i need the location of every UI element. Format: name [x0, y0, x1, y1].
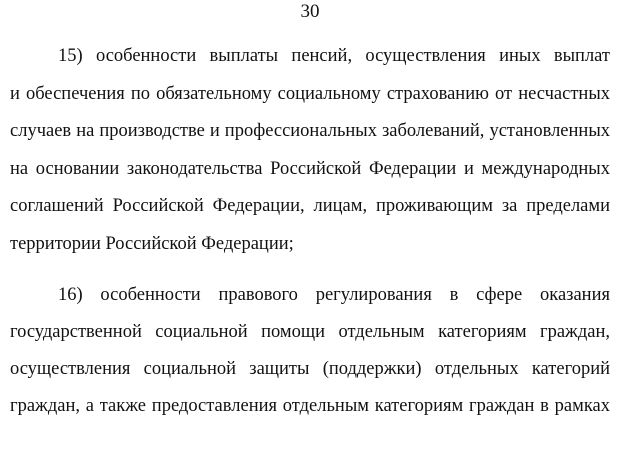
paragraph-line: граждан, а также предоставления отдельным категориям граждан в рамках: [10, 396, 610, 416]
paragraph-line: на основании законодательства Российской Федерации и международных: [10, 159, 610, 179]
paragraph-line: и обеспечения по обязательному социальному страхованию от несчастных: [10, 84, 610, 104]
paragraph-line: 16) особенности правового регулирования в сфере оказания: [58, 285, 610, 305]
paragraph-line: территории Российской Федерации;: [10, 234, 294, 254]
page-number: 30: [300, 1, 320, 22]
paragraph-line: осуществления социальной защиты (поддержки) отдельных категорий: [10, 359, 610, 379]
paragraph-line: государственной социальной помощи отдельным категориям граждан,: [10, 322, 610, 342]
paragraph-line: 15) особенности выплаты пенсий, осуществления иных выплат: [58, 46, 610, 66]
paragraph-line: соглашений Российской Федерации, лицам, проживающим за пределами: [10, 196, 610, 216]
paragraph-line: случаев на производстве и профессиональных заболеваний, установленных: [10, 121, 610, 141]
